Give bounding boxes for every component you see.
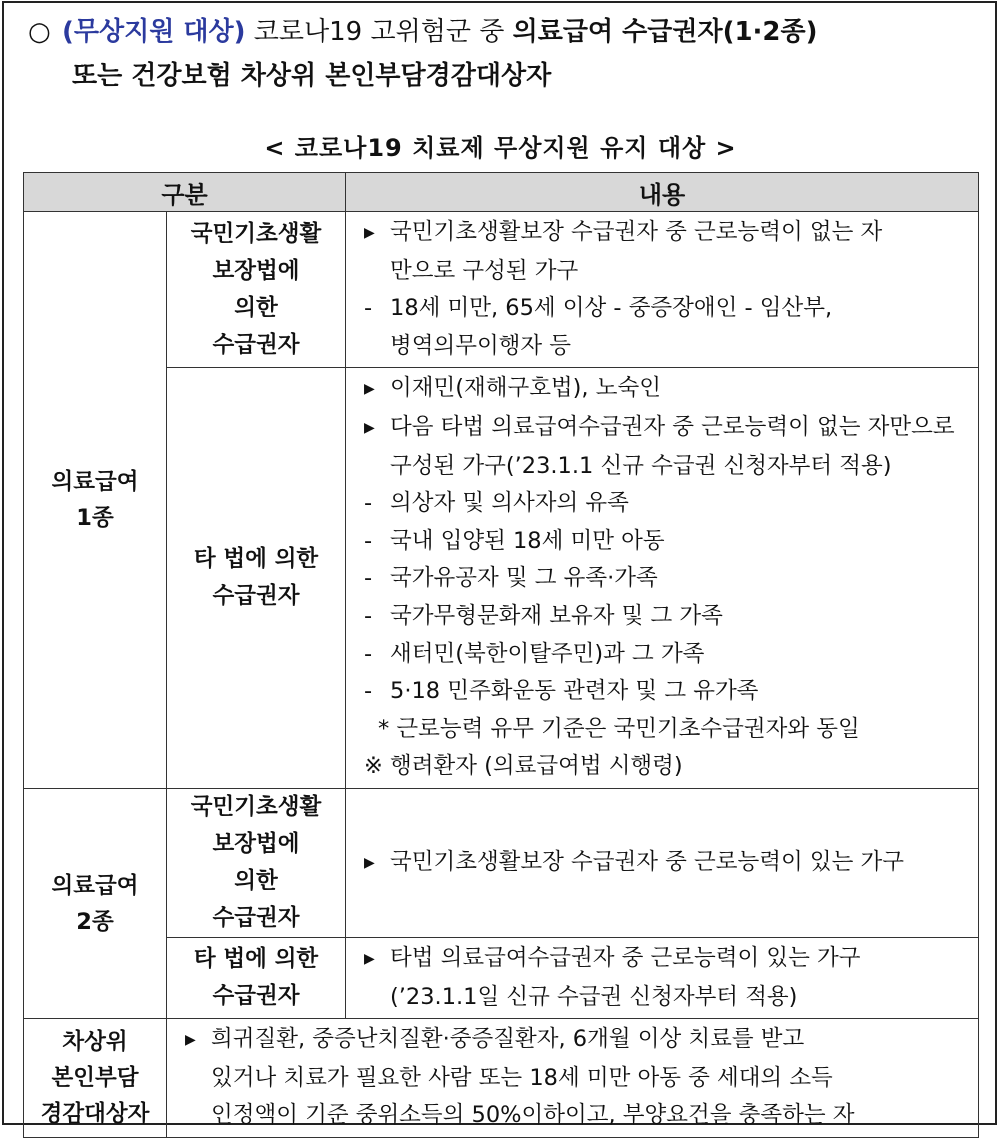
sub-label: 수급권자	[212, 904, 300, 931]
triangle-bullet-icon: ▶	[364, 854, 375, 871]
content-cell	[346, 368, 979, 789]
sub-label: 타 법에 의한	[193, 546, 319, 573]
table-row	[24, 212, 979, 368]
category-medical-aid-type1	[24, 212, 167, 789]
table-header-row	[24, 173, 979, 212]
list-item: - 5‧18 민주화운동 관련자 및 그 유가족	[364, 678, 759, 705]
note: * 근로능력 유무 기준은 국민기초수급권자와 동일	[378, 715, 860, 742]
support-target-table	[23, 172, 979, 1138]
list-item: ▶ 희귀질환, 중증난치질환·중증질환자, 6개월 이상 치료를 받고	[185, 1021, 972, 1060]
sub-label: 수급권자	[212, 983, 300, 1009]
triangle-bullet-icon: ▶	[364, 950, 375, 967]
intro-tag: (무상지원 대상)	[62, 17, 246, 47]
list-item: - 18세 미만, 65세 이상 - 중증장애인 - 임산부,	[364, 295, 833, 322]
table-caption: < 코로나19 치료제 무상지원 유지 대상 >	[264, 134, 737, 162]
subcategory-basic-livelihood	[167, 788, 346, 937]
list-item: 만으로 구성된 가구	[390, 257, 579, 284]
category-medical-aid-type2	[24, 788, 167, 1018]
triangle-bullet-icon: ▶	[364, 225, 375, 241]
sub-label: 의한	[234, 867, 278, 894]
category-label: 본인부담	[51, 1064, 139, 1091]
list-item: 구성된 가구(’23.1.1 신규 수급권 신청자부터 적용)	[390, 452, 892, 479]
triangle-bullet-icon: ▶	[185, 1032, 196, 1049]
list-item: ▶ 이재민(재해구호법), 노숙인	[364, 370, 972, 409]
table-row	[24, 788, 979, 937]
note: ※ 행려환자 (의료급여법 시행령)	[364, 753, 683, 780]
list-item: - 새터민(북한이탈주민)과 그 가족	[364, 640, 705, 667]
category-label: 의료급여	[51, 468, 139, 495]
intro-line-1	[28, 10, 978, 54]
sub-label: 타 법에 의한	[193, 946, 319, 972]
list-item: ▶ 다음 타법 의료급여수급권자 중 근로능력이 없는 자만으로	[364, 409, 972, 448]
category-low-income	[24, 1019, 167, 1138]
sub-label: 보장법에	[212, 830, 300, 857]
list-item: ▶ 국민기초생활보장 수급권자 중 근로능력이 있는 가구	[364, 844, 972, 883]
sub-label: 수급권자	[212, 583, 300, 610]
sub-label: 국민기초생활	[190, 793, 322, 820]
list-item: - 의상자 및 의사자의 유족	[364, 490, 629, 517]
content-cell	[346, 788, 979, 937]
list-item: - 국내 입양된 18세 미만 아동	[364, 527, 665, 554]
category-label: 차상위	[62, 1028, 128, 1055]
circle-bullet-icon: ○	[28, 17, 51, 47]
content-cell	[167, 1019, 979, 1138]
triangle-bullet-icon: ▶	[364, 419, 375, 436]
triangle-bullet-icon: ▶	[364, 381, 375, 398]
sub-label: 보장법에	[212, 257, 300, 284]
category-label: 1종	[76, 504, 114, 531]
list-item: 인정액이 기준 중위소득의 50%이하이고, 부양요건을 충족하는 자	[211, 1102, 855, 1129]
subcategory-basic-livelihood	[167, 212, 346, 368]
category-label: 2종	[76, 908, 114, 935]
table-row	[24, 368, 979, 789]
list-item: 병역의무이행자 등	[390, 332, 572, 359]
content-cell	[346, 937, 979, 1018]
sub-label: 국민기초생활	[190, 220, 322, 247]
subcategory-other-laws	[167, 368, 346, 789]
intro-line-2: 또는 건강보험 차상위 본인부담경감대상자	[72, 61, 552, 91]
intro-text: 코로나19 고위험군 중	[253, 17, 505, 47]
list-item: ▶ 타법 의료급여수급권자 중 근로능력이 있는 가구	[364, 940, 972, 979]
list-item: 있거나 치료가 필요한 사람 또는 18세 미만 아동 중 세대의 소득	[211, 1064, 833, 1091]
intro-bold-text: 의료급여 수급권자(1·2종)	[512, 17, 818, 47]
table-row	[24, 1019, 979, 1138]
intro-paragraph	[28, 10, 978, 98]
list-item: - 국가무형문화재 보유자 및 그 가족	[364, 602, 723, 629]
category-label: 경감대상자	[40, 1100, 150, 1127]
list-item: ▶ 국민기초생활보장 수급권자 중 근로능력이 없는 자	[364, 214, 972, 253]
table-row	[24, 937, 979, 1018]
sub-label: 의한	[234, 294, 278, 321]
subcategory-other-laws	[167, 937, 346, 1018]
list-item: (’23.1.1일 신규 수급권 신청자부터 적용)	[390, 983, 798, 1010]
content-cell	[346, 212, 979, 368]
list-item: - 국가유공자 및 그 유족‧가족	[364, 565, 658, 592]
header-category: 구분	[24, 173, 346, 212]
category-label: 의료급여	[51, 872, 139, 899]
header-content: 내용	[346, 173, 979, 212]
sub-label: 수급권자	[212, 331, 300, 358]
